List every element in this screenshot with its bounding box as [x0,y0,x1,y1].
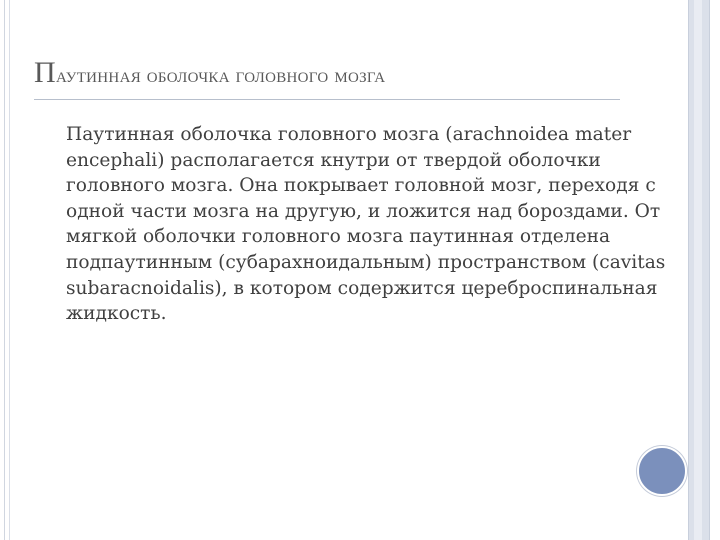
slide-body-text: Паутинная оболочка головного мозга (arachnoidea mater encephali) располагается кнутри от твердой оболочки головного мозга. Она покрывает головной мозг, переходя с одной части мозга на другую, и ложится над бороздами. От мягкой оболочки головного мозга паутинная отделена подпаутинным (субарахноидальным) пространством (cavitas subaracnoidalis), в котором содержится цереброспинальная жидкость. [66,124,666,325]
left-border-line [4,0,5,540]
slide-title [34,56,385,90]
title-underline [34,99,620,100]
decorative-circle-icon [637,446,687,496]
slide-title-initial: П [34,56,56,89]
right-decorative-band-inner [694,0,702,540]
slide-title-rest: аутинная оболочка головного мозга [55,62,386,87]
left-inner-border-line [9,0,10,540]
